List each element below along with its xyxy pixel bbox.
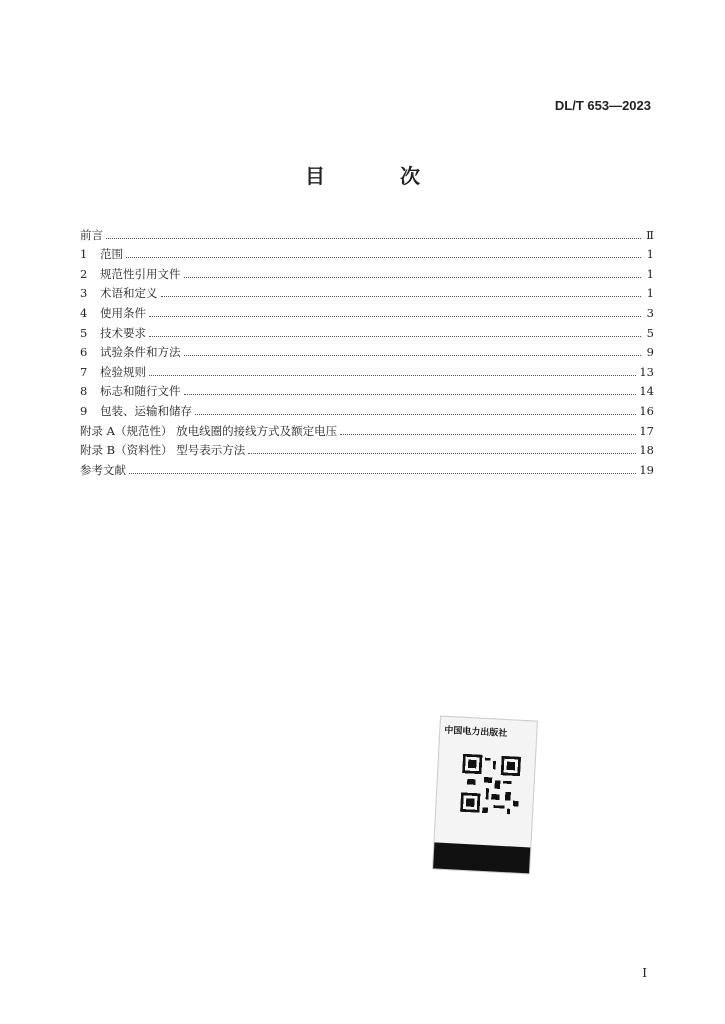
toc-leader-dots [149, 374, 636, 376]
toc-entry-page: 9 [646, 345, 654, 360]
toc-entry-page: 1 [646, 247, 654, 262]
toc-entry-appendix-b[interactable] [80, 438, 654, 458]
toc-entry-label: 7 检验规则 [80, 364, 146, 379]
toc-entry-page: 1 [646, 266, 654, 281]
toc-entry-label: 2 规范性引用文件 [80, 266, 181, 281]
toc-leader-dots [129, 472, 636, 474]
toc-entry-page: 17 [639, 423, 654, 438]
toc-entry-page: Ⅱ [646, 227, 654, 242]
toc-leader-dots [161, 295, 642, 297]
page-number: I [642, 966, 647, 980]
toc-entry-label: 8 标志和随行文件 [80, 384, 181, 399]
toc-entry-5[interactable] [80, 320, 654, 340]
toc-entry-label: 参考文献 [80, 462, 126, 477]
toc-entry-foreword[interactable] [80, 222, 654, 242]
toc-entry-page: 19 [639, 462, 654, 477]
toc-entry-label: 前言 [80, 227, 103, 242]
toc-entry-label: 6 试验条件和方法 [80, 345, 181, 360]
toc-entry-appendix-a[interactable] [80, 418, 654, 438]
toc-entry-label: 3 术语和定义 [80, 286, 158, 301]
toc-leader-dots [149, 315, 641, 317]
toc-entry-references[interactable] [80, 457, 654, 477]
toc-leader-dots [184, 354, 642, 356]
toc-entry-page: 13 [639, 364, 654, 379]
toc-entry-label: 附录 A（规范性） 放电线圈的接线方式及额定电压 [80, 423, 338, 438]
toc-entry-label: 5 技术要求 [80, 325, 146, 340]
toc-title: 目 次 [305, 164, 454, 188]
toc-entry-8[interactable] [80, 379, 654, 399]
toc-leader-dots [248, 452, 636, 454]
toc-leader-dots [184, 276, 642, 278]
toc-entry-1[interactable] [80, 242, 654, 262]
toc-entry-9[interactable] [80, 398, 654, 418]
toc-entry-page: 3 [646, 305, 654, 320]
toc-entry-page: 18 [639, 443, 654, 458]
toc-entry-6[interactable] [80, 340, 654, 360]
toc-leader-dots [106, 237, 641, 239]
toc-leader-dots [126, 256, 641, 258]
toc-entry-page: 5 [646, 325, 654, 340]
qr-code-sticker [432, 716, 538, 875]
toc-entry-label: 4 使用条件 [80, 305, 146, 320]
toc-leader-dots [340, 433, 636, 435]
toc-entry-label: 附录 B（资料性） 型号表示方法 [80, 443, 246, 458]
toc-entry-page: 14 [639, 384, 654, 399]
publisher-label: 中国电力出版社 [444, 725, 508, 740]
toc-entry-label: 1 范围 [80, 247, 123, 262]
toc-entry-2[interactable] [80, 261, 654, 281]
table-of-contents [80, 222, 654, 477]
toc-entry-page: 1 [646, 286, 654, 301]
toc-entry-3[interactable] [80, 281, 654, 301]
qr-code-icon [460, 754, 521, 815]
toc-entry-page: 16 [639, 403, 654, 418]
toc-leader-dots [149, 335, 641, 337]
document-code: DL/T 653—2023 [554, 98, 651, 113]
toc-leader-dots [195, 413, 636, 415]
toc-leader-dots [184, 393, 637, 395]
toc-entry-4[interactable] [80, 300, 654, 320]
sticker-dark-band [433, 842, 530, 873]
toc-entry-label: 9 包装、运输和储存 [80, 403, 192, 418]
toc-entry-7[interactable] [80, 359, 654, 379]
